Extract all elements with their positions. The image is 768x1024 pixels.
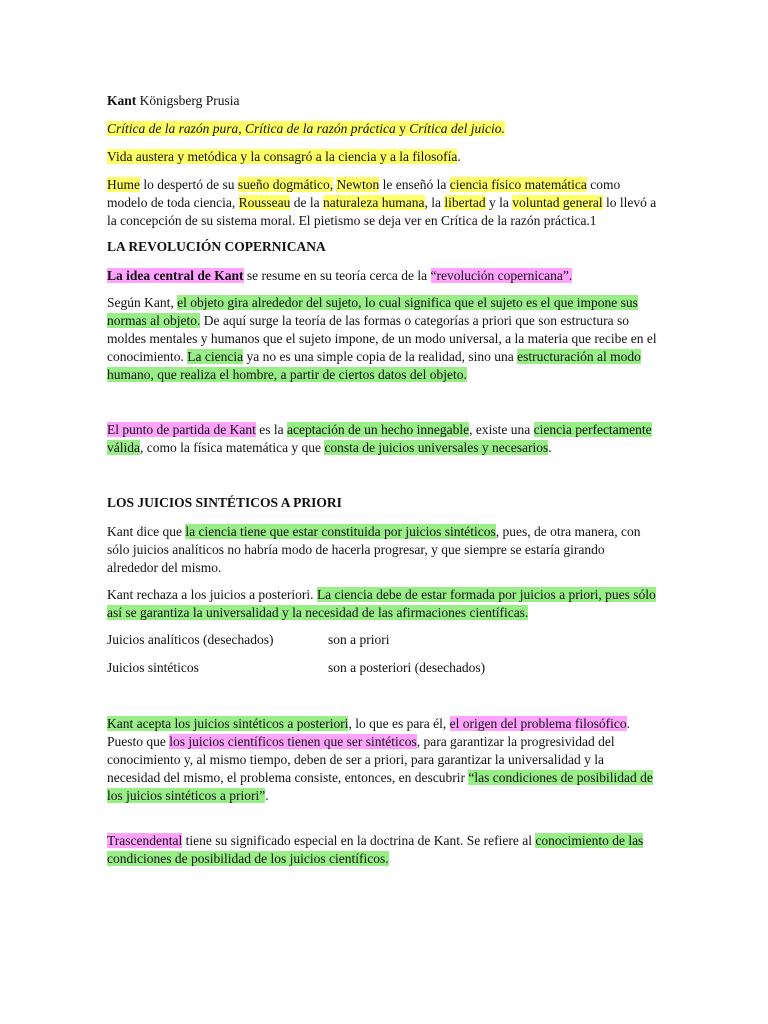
- segun-kant-paragraph: Según Kant, el objeto gira alrededor del sujeto, lo cual significa que el sujeto es el que impone sus normas al objeto. De aquí surge la teoría de las formas o categorías a priori que son estructura so moldes mentales y humanos que el sujeto impone, de un modo universal, a la materia que recibe en el conocimiento. La ciencia ya no es una simple copia de la realidad, sino una estructuración al modo humano, que realiza el hombre, a partir de ciertos datos del objeto.: [107, 295, 657, 382]
- judgment-classification: son a posteriori (desechados): [328, 660, 486, 675]
- work-pure-reason: Crítica de la razón pura: [107, 121, 239, 136]
- work-judgment: Crítica del juicio.: [409, 121, 505, 136]
- author-name: Kant: [107, 93, 137, 108]
- kant-dice-paragraph: Kant dice que la ciencia tiene que estar constituida por juicios sintéticos, pues, de otra manera, con sólo juicios analíticos no habría modo de hacerla progresar, y que siempre se estaría girando alrededor del mismo.: [107, 524, 641, 575]
- life-line: Vida austera y metódica y la consagró a la ciencia y a la filosofía.: [107, 149, 461, 164]
- trascendental-paragraph: Trascendental tiene su significado especial en la doctrina de Kant. Se refiere al conocimiento de las condiciones de posibilidad de los juicios científicos.: [107, 833, 644, 866]
- acepta-paragraph: Kant acepta los juicios sintéticos a posteriori, lo que es para él, el origen del problema filosófico. Puesto que los juicios científicos tienen que ser sintéticos, para garantizar la progresividad del conocimiento y, al mismo tiempo, deben de ser a priori, para garantizar la universalidad y la necesidad del mismo, el problema consiste, entonces, en descubrir “las condiciones de posibilidad de los juicios sintéticos a priori”.: [107, 716, 653, 803]
- works-line: Crítica de la razón pura, Crítica de la razón práctica y Crítica del juicio.: [107, 121, 505, 136]
- judgment-classification: son a priori: [328, 632, 390, 647]
- work-practical-reason: Crítica de la razón práctica: [245, 121, 396, 136]
- starting-point-paragraph: El punto de partida de Kant es la aceptación de un hecho innegable, existe una ciencia perfectamente válida, como la física matemática y que consta de juicios universales y necesarios.: [107, 422, 652, 455]
- heading-judgments: LOS JUICIOS SINTÉTICOS A PRIORI: [107, 495, 342, 510]
- judgment-type: Juicios analíticos (desechados): [107, 632, 274, 647]
- intro-line: [107, 92, 657, 110]
- influences-paragraph: Hume lo despertó de su sueño dogmático, Newton le enseñó la ciencia físico matemática como modelo de toda ciencia, Rousseau de la naturaleza humana, la libertad y la voluntad general lo llevó a la concepción de su sistema moral. El pietismo se deja ver en Crítica de la razón práctica.1: [107, 177, 657, 228]
- central-idea-paragraph: La idea central de Kant se resume en su teoría cerca de la “revolución copernicana”.: [107, 268, 573, 283]
- judgment-row: [107, 659, 657, 677]
- author-origin: Königsberg Prusia: [136, 93, 240, 108]
- rechaza-paragraph: Kant rechaza a los juicios a posteriori. La ciencia debe de estar formada por juicios a priori, pues sólo así se garantiza la universalidad y la necesidad de las afirmaciones científicas.: [107, 587, 656, 620]
- life-text: Vida austera y metódica y la consagró a la ciencia y a la filosofía: [107, 149, 458, 164]
- heading-copernican: LA REVOLUCIÓN COPERNICANA: [107, 239, 326, 254]
- judgment-row: [107, 631, 657, 649]
- judgment-type: Juicios sintéticos: [107, 660, 199, 675]
